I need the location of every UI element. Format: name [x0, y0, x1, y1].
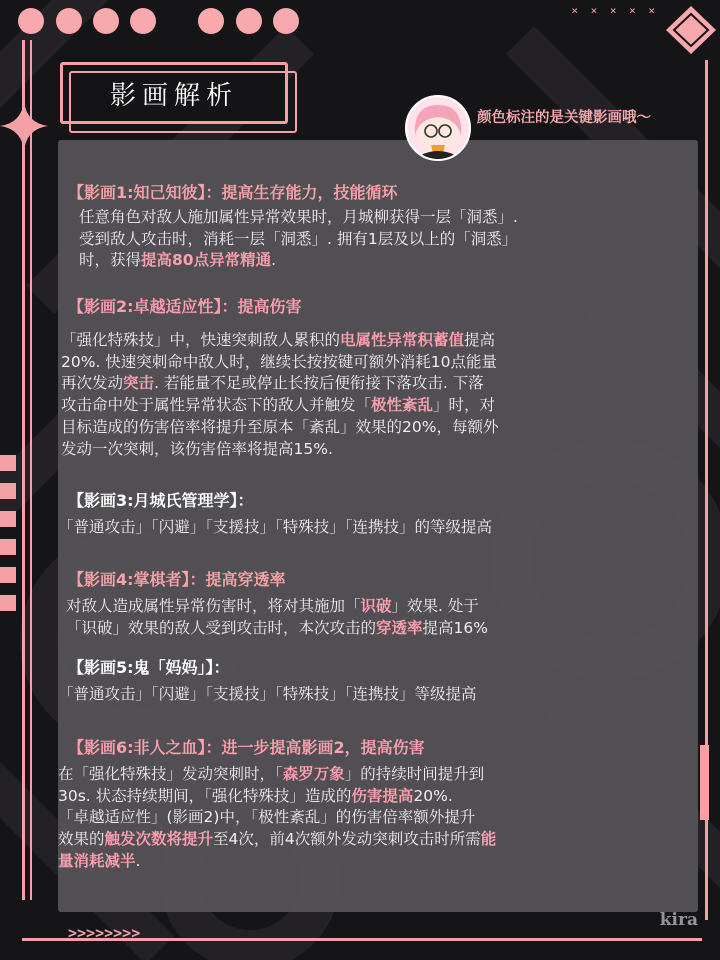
heading-text: 【影画6:非人之血】：进一步提高影画2，提高伤害 — [68, 738, 425, 757]
body-text: . 若能量不足或停止长按后便衔接下落攻击. 下落 — [154, 374, 484, 393]
frame-right-accent — [700, 745, 709, 820]
keyword-highlight: 突击 — [123, 374, 155, 393]
page-title: 影画解析 — [109, 80, 238, 111]
decor-arrows: >>>>>>>> — [68, 924, 141, 942]
decor-dot — [18, 8, 44, 34]
body-text: . — [135, 851, 141, 870]
body-text: 至4次，前4次额外发动突刺攻击时所需 — [213, 830, 481, 849]
section-1 — [68, 180, 518, 272]
section-6 — [58, 735, 497, 873]
section-2 — [61, 294, 499, 460]
watermark: kira — [659, 910, 698, 930]
section-body — [61, 330, 498, 460]
decor-dot — [56, 8, 82, 34]
heading-text: 【影画5:鬼「妈妈」】： — [68, 658, 230, 677]
body-line: 「普通攻击」「闪避」「支援技」「特殊技」「连携技」等级提高 — [58, 685, 477, 703]
avatar-character-icon — [407, 97, 469, 159]
body-text: 提高 — [464, 331, 496, 349]
heading-text: 【影画2:卓越适应性】：提高伤害 — [68, 297, 302, 316]
body-line: 20%. 快速突刺命中敌人时，继续长按按键可额外消耗10点能量 — [61, 352, 498, 371]
body-line — [58, 829, 496, 851]
keyword-highlight: 穿透率 — [376, 618, 423, 637]
section-body — [66, 596, 488, 639]
keyword-highlight: 森罗万象 — [282, 765, 345, 783]
decor-crosses: × × × × × — [571, 4, 658, 17]
body-text: 30s. 状态持续期间，「强化特殊技」造成的 — [58, 786, 352, 805]
body-line — [61, 330, 498, 352]
keyword-highlight: 识破 — [360, 597, 392, 615]
keyword-highlight: 量消耗减半 — [58, 851, 136, 870]
body-text: 」效果. 处于 — [391, 597, 479, 615]
body-line: 发动一次突刺，该伤害倍率将提高15%. — [61, 439, 333, 458]
section-5 — [58, 655, 477, 706]
section-heading — [68, 655, 477, 678]
body-line: 「普通攻击」「闪避」「支援技」「特殊技」「连携技」的等级提高 — [58, 518, 493, 536]
key-note: 颜色标注的是关键影画哦～ — [477, 110, 651, 126]
avatar — [405, 95, 471, 161]
body-line — [61, 395, 498, 417]
body-line — [58, 764, 496, 786]
body-line — [79, 250, 518, 272]
section-heading — [68, 567, 488, 590]
body-line — [66, 618, 488, 640]
decor-dot — [198, 8, 224, 34]
body-line — [66, 596, 488, 618]
section-heading — [68, 488, 492, 511]
decor-dot — [236, 8, 262, 34]
body-text: 时，获得 — [79, 251, 142, 270]
body-text: 效果的 — [58, 830, 105, 849]
body-text: 在「强化特殊技」发动突刺时，「 — [58, 765, 283, 783]
body-text: 20%. — [413, 786, 453, 805]
left-stripes — [0, 455, 16, 623]
body-text: 「识破」效果的敌人受到攻击时，本次攻击的 — [66, 618, 377, 637]
body-line: 「卓越适应性」(影画2)中，「极性紊乱」的伤害倍率额外提升 — [58, 808, 476, 827]
section-3 — [58, 488, 493, 539]
section-body — [58, 764, 496, 873]
body-line — [61, 373, 498, 395]
heading-text: 【影画1:知己知彼】：提高生存能力，技能循环 — [68, 183, 398, 202]
section-4 — [68, 567, 488, 639]
body-line: 受到敌人攻击时，消耗一层「洞悉」. 拥有1层及以上的「洞悉」 — [79, 229, 518, 248]
keyword-highlight: 极性紊乱 — [371, 396, 434, 415]
keyword-highlight: 触发次数将提升 — [104, 830, 214, 849]
keyword-highlight: 伤害提高 — [351, 786, 414, 805]
section-heading — [68, 180, 518, 203]
heading-text: 【影画4:掌棋者】：提高穿透率 — [68, 570, 286, 589]
body-line: 任意角色对敌人施加属性异常效果时，月城柳获得一层「洞悉」. — [79, 208, 518, 226]
frame-left-line-inner — [30, 40, 32, 900]
body-text: 再次发动 — [61, 374, 124, 393]
section-heading — [68, 735, 496, 758]
body-line: 目标造成的伤害倍率将提升至原本「紊乱」效果的20%，每额外 — [61, 417, 499, 436]
body-line — [58, 786, 496, 808]
body-text: 提高16% — [422, 618, 488, 637]
body-text: 对敌人造成属性异常伤害时，将对其施加「 — [66, 597, 361, 615]
corner-diamond-icon — [662, 0, 720, 60]
frame-left-line — [22, 40, 25, 900]
section-body — [58, 684, 477, 706]
body-line — [58, 851, 496, 873]
decor-dot — [130, 8, 156, 34]
heading-text: 【影画3:月城氏管理学】： — [68, 491, 254, 510]
body-text: 攻击命中处于属性异常状态下的敌人并触发「 — [61, 396, 372, 415]
section-heading — [68, 294, 498, 317]
decor-dot — [93, 8, 119, 34]
keyword-highlight: 能 — [480, 830, 497, 849]
body-text: . — [271, 251, 277, 270]
body-text: 「强化特殊技」中，快速突刺敌人累积的 — [61, 331, 341, 349]
sparkle-icon — [0, 102, 48, 150]
body-text: 」的持续时间提升到 — [344, 765, 485, 783]
body-text: 」时，对 — [433, 396, 496, 415]
title-box — [60, 62, 288, 124]
keyword-highlight: 提高80点异常精通 — [141, 251, 272, 270]
section-body — [58, 517, 492, 539]
decor-dot — [273, 8, 299, 34]
section-body — [79, 207, 518, 272]
keyword-highlight: 电属性异常积蓄值 — [340, 331, 465, 349]
